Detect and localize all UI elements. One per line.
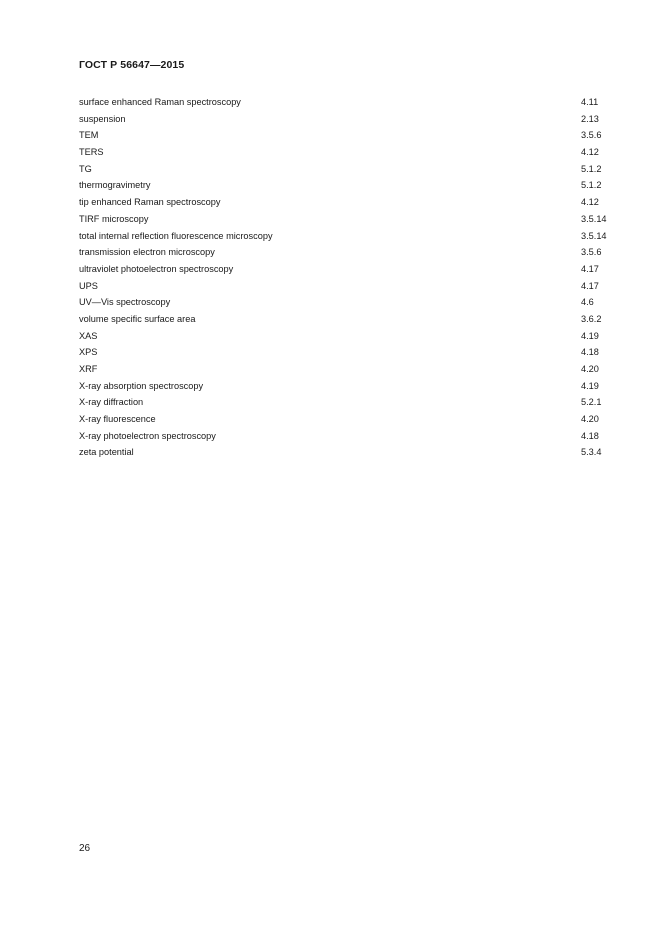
index-entry [79, 262, 609, 279]
index-entry [79, 312, 609, 329]
index-ref: 5.3.4 [581, 447, 602, 458]
index-entry [79, 128, 609, 145]
index-ref: 4.20 [581, 414, 599, 425]
index-term: XAS [79, 330, 98, 341]
index-ref: 5.2.1 [581, 397, 602, 408]
index-entry [79, 112, 609, 129]
index-ref: 4.11 [581, 97, 599, 107]
document-header: ГОСТ Р 56647—2015 [79, 59, 185, 71]
page-number: 26 [79, 843, 91, 854]
index-entry [79, 379, 609, 396]
index-term: TEM [79, 130, 99, 141]
index-term: ultraviolet photoelectron spectroscopy [79, 263, 234, 274]
index-entry [79, 195, 609, 212]
index-ref: 3.6.2 [581, 313, 602, 324]
index-term: TG [79, 163, 92, 174]
index-term: tip enhanced Raman spectroscopy [79, 197, 221, 208]
index-entry [79, 178, 609, 195]
index-entry [79, 212, 609, 229]
index-ref: 4.20 [581, 364, 599, 374]
index-entry [79, 429, 609, 446]
index-ref: 3.5.6 [581, 130, 602, 141]
index-term: X-ray fluorescence [79, 414, 156, 425]
index-entry [79, 345, 609, 362]
index-entry [79, 245, 609, 262]
index-ref: 3.5.14 [581, 230, 607, 241]
index-term: zeta potential [79, 447, 134, 458]
index-term: X-ray absorption spectroscopy [79, 380, 204, 391]
index-ref: 2.13 [581, 113, 599, 124]
index-entry [79, 229, 609, 246]
index-term: total internal reflection fluorescence microscopy [79, 230, 273, 241]
index-ref: 3.5.6 [581, 247, 602, 258]
index-entry [79, 395, 609, 412]
index-entry [79, 295, 609, 312]
index-term: volume specific surface area [79, 313, 196, 324]
index-entry [79, 445, 609, 462]
index-ref: 4.12 [581, 147, 599, 158]
index-ref: 4.17 [581, 263, 599, 274]
index-term: XPS [79, 347, 98, 358]
index-ref: 4.19 [581, 330, 599, 341]
index-entry [79, 95, 609, 112]
index-term: surface enhanced Raman spectroscopy [79, 97, 241, 107]
index-entry [79, 329, 609, 346]
index-ref: 4.18 [581, 347, 599, 358]
index-term: XRF [79, 364, 98, 374]
index-term: X-ray diffraction [79, 397, 144, 408]
index-ref: 4.18 [581, 430, 599, 441]
index-term: TERS [79, 147, 104, 158]
index-entry [79, 145, 609, 162]
index-term: X-ray photoelectron spectroscopy [79, 430, 216, 441]
index-ref: 4.19 [581, 380, 599, 391]
index-term: UPS [79, 280, 98, 291]
index-ref: 3.5.14 [581, 213, 607, 224]
index-term: thermogravimetry [79, 180, 151, 191]
index-entry [79, 162, 609, 179]
index-term: transmission electron microscopy [79, 247, 215, 258]
index-ref: 5.1.2 [581, 180, 602, 191]
index-term: UV—Vis spectroscopy [79, 297, 171, 308]
index-entry [79, 279, 609, 296]
index-entry [79, 362, 609, 379]
index-term: TIRF microscopy [79, 213, 149, 224]
index-ref: 5.1.2 [581, 163, 602, 174]
index-term: suspension [79, 113, 126, 124]
index-ref: 4.17 [581, 280, 599, 291]
index-ref: 4.12 [581, 197, 599, 208]
term-index [79, 95, 609, 462]
index-entry [79, 412, 609, 429]
index-ref: 4.6 [581, 297, 594, 308]
